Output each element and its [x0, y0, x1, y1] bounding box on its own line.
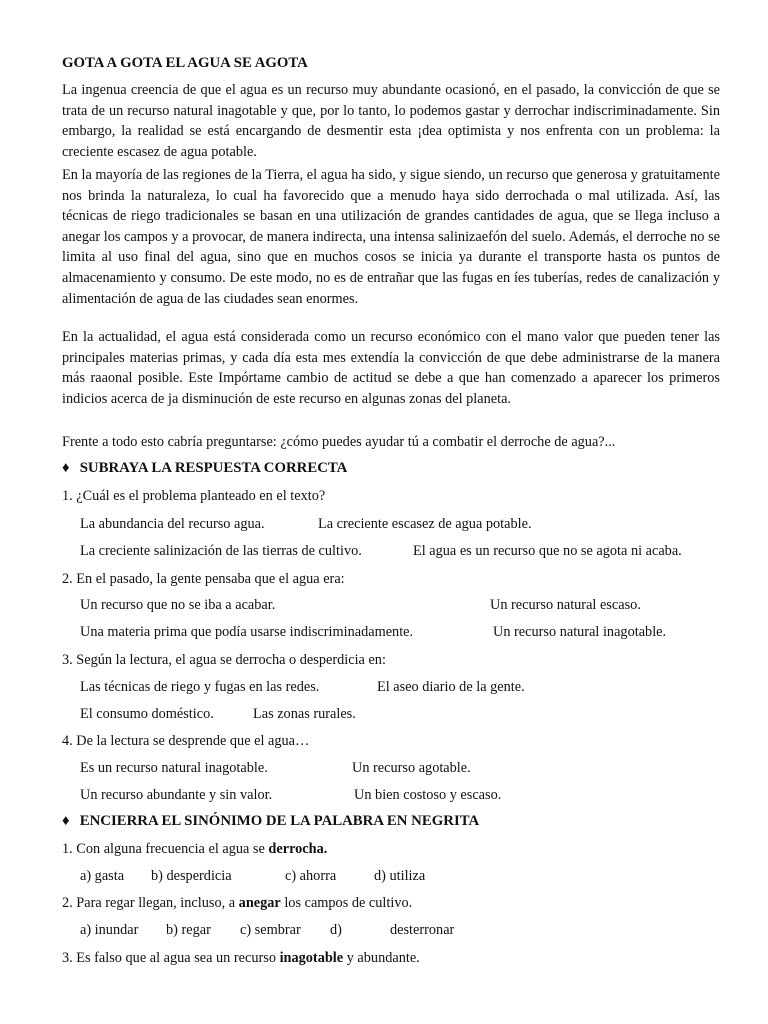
option-q1-b[interactable]: La creciente escasez de agua potable.	[318, 516, 532, 532]
option-q4-a[interactable]: Es un recurso natural inagotable.	[80, 760, 268, 776]
option-s1-b[interactable]: b) desperdicia	[151, 868, 232, 884]
option-q4-b[interactable]: Un recurso agotable.	[352, 760, 471, 776]
option-q4-c[interactable]: Un recurso abundante y sin valor.	[80, 787, 273, 803]
paragraph-4: Frente a todo esto cabría preguntarse: ¿cómo puedes ayudar tú a combatir el derroche de agua?...	[62, 434, 616, 450]
option-q3-a[interactable]: Las técnicas de riego y fugas en las redes.	[80, 679, 320, 695]
diamond-bullet-icon: ♦	[62, 460, 70, 476]
option-s2-b[interactable]: b) regar	[166, 922, 211, 938]
option-s2-d-text[interactable]: desterronar	[390, 922, 455, 938]
question-3: 3. Según la lectura, el agua se derrocha o desperdicia en:	[62, 652, 386, 668]
synonym-question-1	[62, 841, 327, 858]
paragraph-2: En la mayoría de las regiones de la Tierra, el agua ha sido, y sigue siendo, un recurso que generosa y gratuitamente nos brinda la naturaleza, lo cual ha favorecido que a menudo haya sido derrochada o mal utilizada. Así, las técnicas de riego tradicionales se basan en una utilización de grandes cantidades de agua, que se llega incluso a anegar los campos y a provocar, de manera indirecta, una intensa salinizaefón del suelo. Además, el derroche no se limita al uso final del agua, sino que en muchos cosos se inicia ya durante el transporte hasta os puntos de almacenamiento y consumo. De este modo, no es de entrañar que las fugas en íes tuberías, redes de canalización y alimentación de agua de las ciudades sean enormes.	[62, 167, 720, 307]
question-4: 4. De la lectura se desprende que el agua…	[62, 733, 310, 749]
bold-word: anegar	[238, 895, 281, 911]
option-s1-a[interactable]: a) gasta	[80, 868, 125, 884]
option-q3-d[interactable]: Las zonas rurales.	[253, 706, 356, 722]
synonym-question-3	[62, 950, 420, 967]
paragraph-1: La ingenua creencia de que el agua es un recurso muy abundante ocasionó, en el pasado, la convicción de que se trata de un recurso natural inagotable y que, por lo tanto, lo podemos gastar y derrochar indiscriminadamente. Sin embargo, la realidad se está encargando de desmentir esta ¡dea optimista y nos enfrenta con un problema: la creciente escasez de agua potable.	[62, 82, 720, 160]
option-q1-d[interactable]: El agua es un recurso que no se agota ni acaba.	[413, 543, 682, 559]
option-q4-d[interactable]: Un bien costoso y escaso.	[354, 787, 502, 803]
option-q3-b[interactable]: El aseo diario de la gente.	[377, 679, 525, 695]
option-s2-a[interactable]: a) inundar	[80, 922, 139, 938]
option-q3-c[interactable]: El consumo doméstico.	[80, 706, 214, 722]
question-suffix: y abundante.	[343, 950, 420, 966]
document-title: GOTA A GOTA EL AGUA SE AGOTA	[62, 55, 308, 71]
question-prefix: 3. Es falso que al agua sea un recurso	[62, 950, 280, 966]
option-q2-a[interactable]: Un recurso que no se iba a acabar.	[80, 597, 276, 613]
diamond-bullet-icon: ♦	[62, 813, 70, 829]
option-q2-b[interactable]: Un recurso natural escaso.	[490, 597, 641, 613]
section-heading-subraya	[62, 460, 720, 477]
option-s1-c[interactable]: c) ahorra	[285, 868, 337, 884]
option-s2-d[interactable]: d)	[330, 922, 342, 938]
section-heading-encierra	[62, 813, 720, 830]
option-q2-d[interactable]: Un recurso natural inagotable.	[493, 624, 667, 640]
option-s2-c[interactable]: c) sembrar	[240, 922, 301, 938]
paragraph-3: En la actualidad, el agua está considerada como un recurso económico con el mano valor que pueden tener las principales materias primas, y cada día esta mes extendía la convicción de que debe administrarse de la manera más raaonal posible. Este Impórtame cambio de actitud se debe a que han comenzado a aparecer los primeros indicios acerca de ja disminución de este recurso en algunas zonas del planeta.	[62, 329, 720, 407]
synonym-question-2	[62, 895, 412, 912]
section-heading-label: ENCIERRA EL SINÓNIMO DE LA PALABRA EN NEGRITA	[79, 813, 480, 829]
option-s1-d[interactable]: d) utiliza	[374, 868, 426, 884]
section-heading-label: SUBRAYA LA RESPUESTA CORRECTA	[79, 460, 348, 476]
bold-word: derrocha.	[268, 841, 328, 857]
question-prefix: 2. Para regar llegan, incluso, a	[62, 895, 239, 911]
question-2: 2. En el pasado, la gente pensaba que el agua era:	[62, 571, 345, 587]
option-q1-a[interactable]: La abundancia del recurso agua.	[80, 516, 265, 532]
bold-word: inagotable	[279, 950, 344, 966]
question-suffix: los campos de cultivo.	[280, 895, 413, 911]
question-1: 1. ¿Cuál es el problema planteado en el texto?	[62, 488, 326, 504]
option-q1-c[interactable]: La creciente salinización de las tierras de cultivo.	[80, 543, 362, 559]
question-prefix: 1. Con alguna frecuencia el agua se	[62, 841, 269, 857]
option-q2-c[interactable]: Una materia prima que podía usarse indiscriminadamente.	[80, 624, 414, 640]
